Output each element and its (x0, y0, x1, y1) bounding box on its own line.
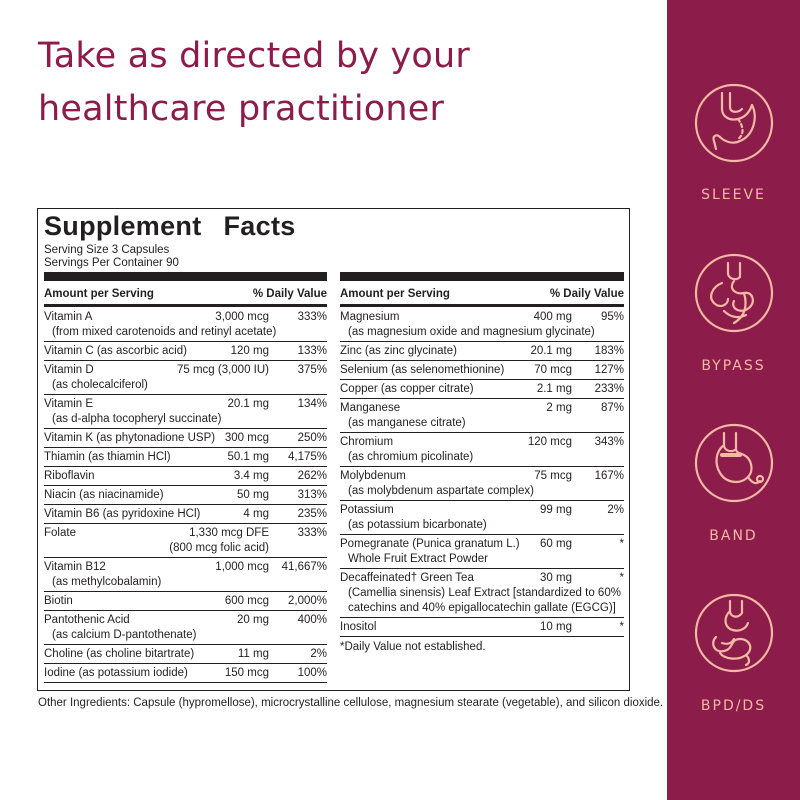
nutrient-name: Pomegranate (Punica granatum L.) (340, 538, 520, 550)
nutrient-daily-value: 2% (607, 504, 624, 516)
nutrient-daily-value: 313% (297, 489, 327, 501)
nutrient-daily-value: 333% (297, 527, 327, 539)
nutrient-row (340, 308, 624, 342)
nutrient-amount: 99 mg (540, 504, 572, 516)
headline-line-1: Take as directed by your (38, 36, 471, 76)
nutrient-row (340, 399, 624, 433)
nutrient-amount: 20.1 mg (530, 345, 572, 357)
nutrient-amount: 600 mcg (224, 595, 269, 607)
nutrient-row (340, 569, 624, 618)
nutrient-daily-value: 262% (297, 470, 327, 482)
sidebar-label-band: BAND (709, 528, 758, 544)
nutrient-name: Manganese (340, 402, 401, 414)
band-stomach-icon (694, 423, 774, 503)
nutrient-row (340, 618, 624, 637)
nutrient-row (44, 505, 327, 524)
nutrient-row (44, 592, 327, 611)
nutrient-amount: 20 mg (237, 614, 269, 626)
nutrient-daily-value: 333% (297, 311, 327, 323)
nutrient-source: (Camellia sinensis) Leaf Extract [standardized to 60% (348, 587, 621, 599)
procedure-sidebar (667, 0, 800, 800)
nutrient-source: (as methylcobalamin) (52, 576, 162, 588)
nutrient-daily-value: 183% (594, 345, 624, 357)
left-nutrient-column (44, 282, 327, 682)
nutrient-amount: 4 mg (243, 508, 269, 520)
page-headline (38, 30, 658, 136)
nutrient-amount: 2.1 mg (536, 383, 572, 395)
other-ingredients: Other Ingredients: Capsule (hypromellose), microcrystalline cellulose, magnesium stearate (vegetable), and silicon dioxide. (38, 697, 664, 709)
nutrient-daily-value: 95% (600, 311, 624, 323)
nutrient-row (44, 486, 327, 505)
nutrient-row (44, 448, 327, 467)
nutrient-source: (as cholecalciferol) (52, 379, 148, 391)
nutrient-name: Chromium (340, 436, 394, 448)
nutrient-source: (as d-alpha tocopheryl succinate) (52, 413, 222, 425)
nutrient-daily-value: 134% (297, 398, 327, 410)
nutrient-row (44, 611, 327, 645)
nutrient-name: Magnesium (340, 311, 400, 323)
nutrient-amount: 20.1 mg (227, 398, 269, 410)
nutrient-source: Whole Fruit Extract Powder (348, 553, 488, 565)
nutrient-name: Iodine (as potassium iodide) (44, 667, 188, 679)
nutrient-row (44, 308, 327, 342)
nutrient-name: Vitamin E (44, 398, 94, 410)
daily-value-footnote: *Daily Value not established. (340, 641, 486, 653)
left-top-rule (44, 272, 327, 281)
nutrient-amount: 1,330 mcg DFE (189, 527, 269, 539)
serving-size: Serving Size 3 Capsules (44, 244, 170, 256)
nutrient-daily-value: 235% (297, 508, 327, 520)
nutrient-daily-value: 133% (297, 345, 327, 357)
nutrient-name: Vitamin B12 (44, 561, 106, 573)
nutrient-amount: 50 mg (237, 489, 269, 501)
nutrient-source: (as potassium bicarbonate) (348, 519, 487, 531)
nutrient-amount: 120 mcg (527, 436, 572, 448)
right-column-header: Amount per Serving % Daily Value (340, 288, 624, 300)
nutrient-row (340, 380, 624, 399)
nutrient-daily-value: 4,175% (287, 451, 327, 463)
supplement-facts-panel (37, 208, 630, 691)
left-header-rule (44, 304, 327, 307)
nutrient-name: Decaffeinated† Green Tea (340, 572, 474, 584)
nutrient-name: Vitamin D (44, 364, 94, 376)
right-top-rule (340, 272, 624, 281)
nutrient-name: Vitamin K (as phytonadione USP) (44, 432, 216, 444)
bypass-stomach-icon (694, 253, 774, 333)
nutrient-source: (from mixed carotenoids and retinyl acetate) (52, 326, 277, 338)
nutrient-daily-value: * (619, 538, 624, 550)
nutrient-name: Selenium (as selenomethionine) (340, 364, 505, 376)
left-column-header: Amount per Serving % Daily Value (44, 288, 327, 300)
nutrient-row (44, 645, 327, 664)
nutrient-source: (as chromium picolinate) (348, 451, 474, 463)
nutrient-daily-value: 87% (600, 402, 624, 414)
nutrient-row (44, 395, 327, 429)
supplement-facts-title: Supplement Facts (44, 211, 296, 241)
nutrient-amount: 3,000 mcg (215, 311, 269, 323)
right-header-rule (340, 304, 624, 307)
nutrient-name: Riboflavin (44, 470, 95, 482)
nutrient-amount: 400 mg (533, 311, 572, 323)
nutrient-amount: 2 mg (546, 402, 572, 414)
nutrient-name: Potassium (340, 504, 394, 516)
nutrient-name: Niacin (as niacinamide) (44, 489, 164, 501)
nutrient-amount: 50.1 mg (227, 451, 269, 463)
nutrient-row (340, 467, 624, 501)
nutrient-row (44, 467, 327, 486)
nutrient-name: Molybdenum (340, 470, 406, 482)
nutrient-name: Inositol (340, 621, 377, 633)
nutrient-name: Vitamin C (as ascorbic acid) (44, 345, 187, 357)
servings-per-container: Servings Per Container 90 (44, 257, 179, 269)
nutrient-row (44, 524, 327, 558)
nutrient-amount: 30 mg (540, 572, 572, 584)
nutrient-daily-value: 100% (297, 667, 327, 679)
nutrient-daily-value: 250% (297, 432, 327, 444)
nutrient-daily-value: 41,667% (281, 561, 327, 573)
nutrient-row (340, 535, 624, 569)
nutrient-amount: 60 mg (540, 538, 572, 550)
nutrient-daily-value: 375% (297, 364, 327, 376)
nutrient-amount: 11 mg (237, 648, 269, 660)
nutrient-name: Zinc (as zinc glycinate) (340, 345, 457, 357)
nutrient-amount: 75 mcg (3,000 IU) (176, 364, 269, 376)
sidebar-label-bypass: BYPASS (701, 358, 766, 374)
right-nutrient-column (340, 282, 624, 682)
nutrient-row (44, 558, 327, 592)
nutrient-row (44, 342, 327, 361)
nutrient-name: Choline (as choline bitartrate) (44, 648, 195, 660)
nutrient-source: (as molybdenum aspartate complex) (348, 485, 534, 497)
nutrient-source: (as magnesium oxide and magnesium glycinate) (348, 326, 595, 338)
nutrient-row (340, 361, 624, 380)
nutrient-name: Vitamin A (44, 311, 93, 323)
nutrient-name: Thiamin (as thiamin HCl) (44, 451, 171, 463)
nutrient-amount-detail: (800 mcg folic acid) (169, 542, 269, 554)
nutrient-daily-value: 343% (594, 436, 624, 448)
nutrient-amount: 150 mcg (224, 667, 269, 679)
nutrient-source: (as manganese citrate) (348, 417, 466, 429)
nutrient-daily-value: 2% (310, 648, 327, 660)
nutrient-name: Biotin (44, 595, 73, 607)
nutrient-daily-value: 400% (297, 614, 327, 626)
nutrient-daily-value: 233% (594, 383, 624, 395)
nutrient-daily-value: * (619, 621, 624, 633)
sleeve-stomach-icon (694, 83, 774, 163)
nutrient-source-cont: catechins and 40% epigallocatechin gallate (EGCG)] (348, 602, 616, 614)
bpd-ds-stomach-icon (694, 593, 774, 673)
nutrient-source: (as calcium D-pantothenate) (52, 629, 197, 641)
nutrient-amount: 75 mcg (534, 470, 572, 482)
nutrient-row (340, 433, 624, 467)
nutrient-row (340, 501, 624, 535)
headline-line-2: healthcare practitioner (38, 89, 445, 129)
nutrient-daily-value: 2,000% (287, 595, 327, 607)
sidebar-label-bpd-ds: BPD/DS (700, 698, 767, 714)
nutrient-row (340, 342, 624, 361)
nutrient-row (44, 361, 327, 395)
nutrient-name: Pantothenic Acid (44, 614, 130, 626)
nutrient-name: Folate (44, 527, 76, 539)
nutrient-row (44, 429, 327, 448)
nutrient-name: Vitamin B6 (as pyridoxine HCl) (44, 508, 201, 520)
nutrient-row (44, 664, 327, 683)
nutrient-daily-value: * (619, 572, 624, 584)
nutrient-amount: 3.4 mg (233, 470, 269, 482)
nutrient-amount: 300 mcg (224, 432, 269, 444)
nutrient-amount: 70 mcg (534, 364, 572, 376)
nutrient-amount: 1,000 mcg (215, 561, 269, 573)
sidebar-label-sleeve: SLEEVE (701, 187, 766, 203)
nutrient-name: Copper (as copper citrate) (340, 383, 474, 395)
nutrient-daily-value: 127% (594, 364, 624, 376)
nutrient-daily-value: 167% (594, 470, 624, 482)
nutrient-amount: 10 mg (540, 621, 572, 633)
nutrient-amount: 120 mg (230, 345, 269, 357)
